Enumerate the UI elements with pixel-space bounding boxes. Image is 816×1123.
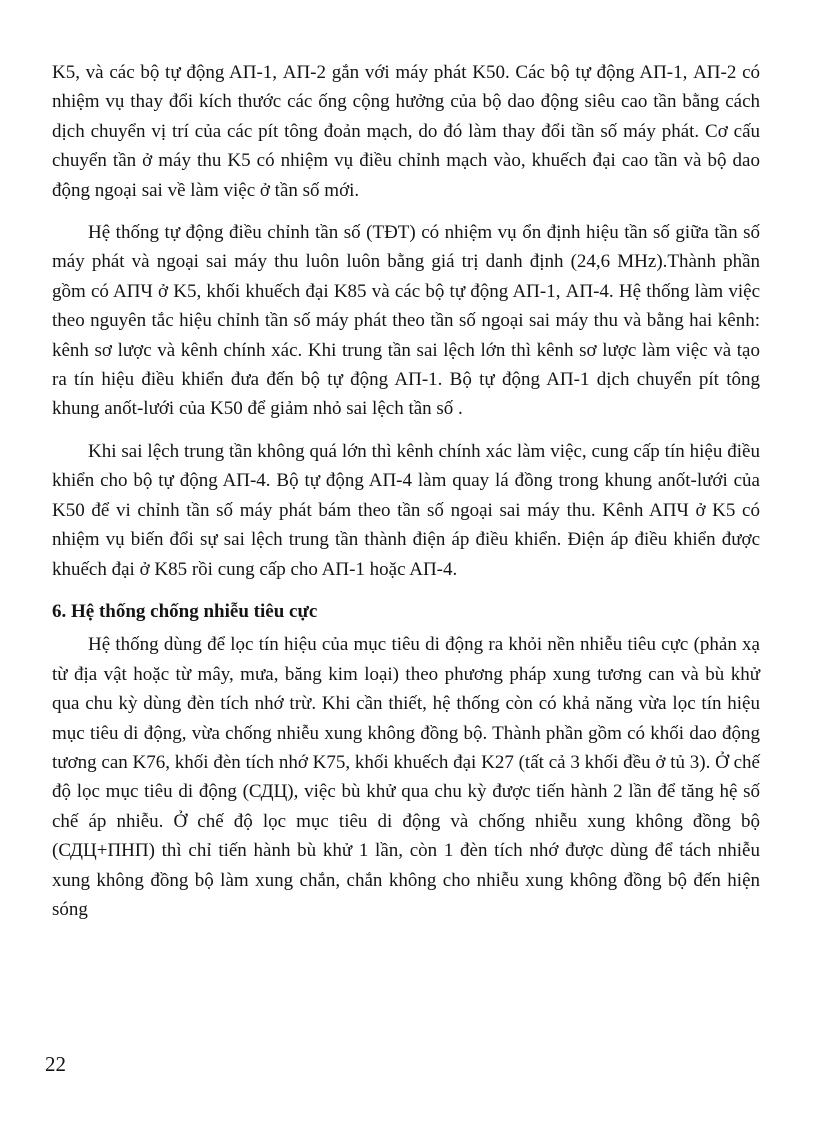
paragraph-auto-frequency-control: Hệ thống tự động điều chỉnh tần số (TĐT) có nhiệm vụ ổn định hiệu tần số giữa tần số máy phát và ngoại sai máy thu luôn luôn bằng giá trị danh định (24,6 MHz).Thành phần gồm có AΠЧ ở K5, khối khuếch đại K85 và các bộ tự động AΠ-1, AΠ-4. Hệ thống làm việc theo nguyên tắc hiệu chỉnh tần số máy phát theo tần số ngoại sai máy thu và bằng hai kênh: kênh sơ lược và kênh chính xác. Khi trung tần sai lệch lớn thì kênh sơ lược làm việc và tạo ra tín hiệu điều khiển đưa đến bộ tự động AΠ-1. Bộ tự động AΠ-1 dịch chuyển pít tông khung anốt-lưới của K50 để giảm nhỏ sai lệch tần số .	[52, 222, 760, 420]
page-body	[52, 58, 760, 924]
paragraph-anti-clutter-system: Hệ thống dùng để lọc tín hiệu của mục tiêu di động ra khỏi nền nhiễu tiêu cực (phản xạ từ địa vật hoặc từ mây, mưa, băng kim loại) theo phương pháp xung tương can và bù khử qua chu kỳ dùng đèn tích nhớ trừ. Khi cần thiết, hệ thống còn có khả năng vừa lọc tín hiệu mục tiêu di động, vừa chống nhiễu xung không đồng bộ. Thành phần gồm có khối dao động tương can K76, khối đèn tích nhớ K75, khối khuếch đại K27 (tất cả 3 khối đều ở tủ 3). Ở chế độ lọc mục tiêu di động (СДЦ), việc bù khử qua chu kỳ được tiến hành 2 lần để tăng hệ số chế áp nhiễu. Ở chế độ lọc mục tiêu di động và chống nhiễu xung không đồng bộ (СДЦ+ПНП) thì chỉ tiến hành bù khử 1 lần, còn 1 đèn tích nhớ được dùng để tách nhiễu xung không đồng bộ làm xung chắn, chắn không cho nhiễu xung không đồng bộ đến hiện sóng	[52, 634, 760, 920]
section-heading: 6. Hệ thống chống nhiễu tiêu cực	[52, 600, 318, 622]
paragraph-frequency-change: K5, và các bộ tự động AΠ-1, AΠ-2 gắn với máy phát K50. Các bộ tự động AΠ-1, AΠ-2 có nhiệm vụ thay đổi kích thước các ống cộng hưởng của bộ dao động siêu cao tần bằng cách dịch chuyển vị trí của các pít tông đoản mạch, do đó làm thay đổi tần số máy phát. Cơ cấu chuyển tần ở máy thu K5 có nhiệm vụ điều chỉnh mạch vào, khuếch đại cao tần và bộ dao động ngoại sai về làm việc ở tần số mới.	[52, 62, 760, 201]
paragraph-fine-channel: Khi sai lệch trung tần không quá lớn thì kênh chính xác làm việc, cung cấp tín hiệu điều khiển cho bộ tự động AΠ-4. Bộ tự động AΠ-4 làm quay lá đồng trong khung anốt-lưới của K50 để vi chỉnh tần số máy phát bám theo tần số ngoại sai máy thu. Kênh AΠЧ ở K5 có nhiệm vụ biến đổi sự sai lệch trung tần thành điện áp điều khiển. Điện áp điều khiển được khuếch đại ở K85 rồi cung cấp cho AΠ-1 hoặc AΠ-4.	[52, 440, 760, 580]
page-number: 22	[45, 1052, 66, 1076]
